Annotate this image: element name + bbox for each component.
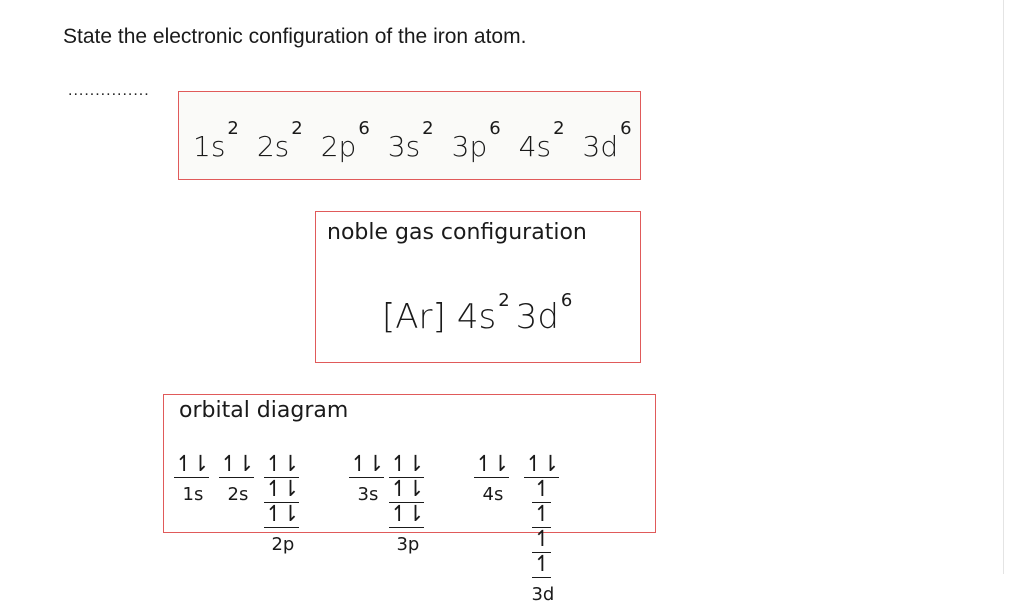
orbital-box: ↿⇂ [175,452,208,477]
noble-gas-title: noble gas configuration [327,220,587,245]
electron-count: 6 [560,290,573,311]
config-term-3p [451,118,501,163]
orbital-box: ↿⇂ [265,452,298,477]
config-term-4s [518,118,565,163]
orbital-name: 3p [451,130,488,163]
orbital-group-3s [349,453,387,505]
orbital-box: ↿⇂ [390,452,423,477]
orbital-box: ↿⇂ [265,477,298,502]
orbital-diagram-box [163,394,656,605]
electron-count: 2 [227,118,239,139]
orbital-label: 1s [182,484,204,505]
orbital-box: ↿ [533,477,550,502]
orbital-box: ↿⇂ [220,452,253,477]
orbital-name: 3d [582,130,619,163]
noble-gas-configuration [382,290,572,337]
electron-count: 6 [489,118,501,139]
orbital-label: 4s [482,484,504,505]
orbital-group-3d [524,453,562,605]
orbital-label: 2p [271,534,295,555]
electron-count: 6 [358,118,370,139]
noble-term-4s [456,290,510,337]
electron-count: 2 [291,118,303,139]
orbital-box: ↿⇂ [475,452,508,477]
config-term-2p [320,118,370,163]
answer-dots: ............... [68,82,150,99]
orbital-name: 3d [515,297,559,337]
orbital-box: ↿⇂ [390,477,423,502]
config-term-1s [193,118,239,163]
orbital-diagram-title: orbital diagram [179,398,349,423]
config-term-3d [582,118,632,163]
orbital-name: 3s [387,130,421,163]
orbital-box: ↿⇂ [265,502,298,527]
orbital-box: ↿ [533,552,550,577]
orbital-group-4s [474,453,512,505]
orbital-box: ↿⇂ [350,452,383,477]
full-configuration-box [178,91,641,180]
question-text: State the electronic configuration of the iron atom. [63,25,527,48]
orbital-label: 3s [357,484,379,505]
orbital-box: ↿⇂ [390,502,423,527]
electron-count: 2 [498,290,510,311]
orbital-box: ↿ [533,527,550,552]
noble-term-3d [515,290,573,337]
noble-gas-core: [Ar] [382,297,446,337]
config-term-2s [256,118,303,163]
orbital-group-2s [219,453,257,505]
orbital-name: 2s [256,130,290,163]
orbital-label: 3d [531,584,555,605]
electron-count: 6 [620,118,632,139]
noble-gas-box [315,211,641,363]
orbital-label: 2s [227,484,249,505]
orbital-name: 1s [193,130,226,163]
electron-count: 2 [553,118,565,139]
orbital-group-1s [174,453,212,505]
electron-count: 2 [422,118,434,139]
orbital-box: ↿ [533,502,550,527]
orbital-name: 2p [320,130,357,163]
orbital-group-2p [264,453,302,555]
config-term-3s [387,118,434,163]
full-configuration [193,118,650,163]
orbital-name: 4s [456,297,497,337]
orbital-label: 3p [396,534,420,555]
slide-edge [1003,0,1004,574]
orbital-name: 4s [518,130,552,163]
orbital-box: ↿⇂ [525,452,558,477]
orbital-group-3p [389,453,427,555]
